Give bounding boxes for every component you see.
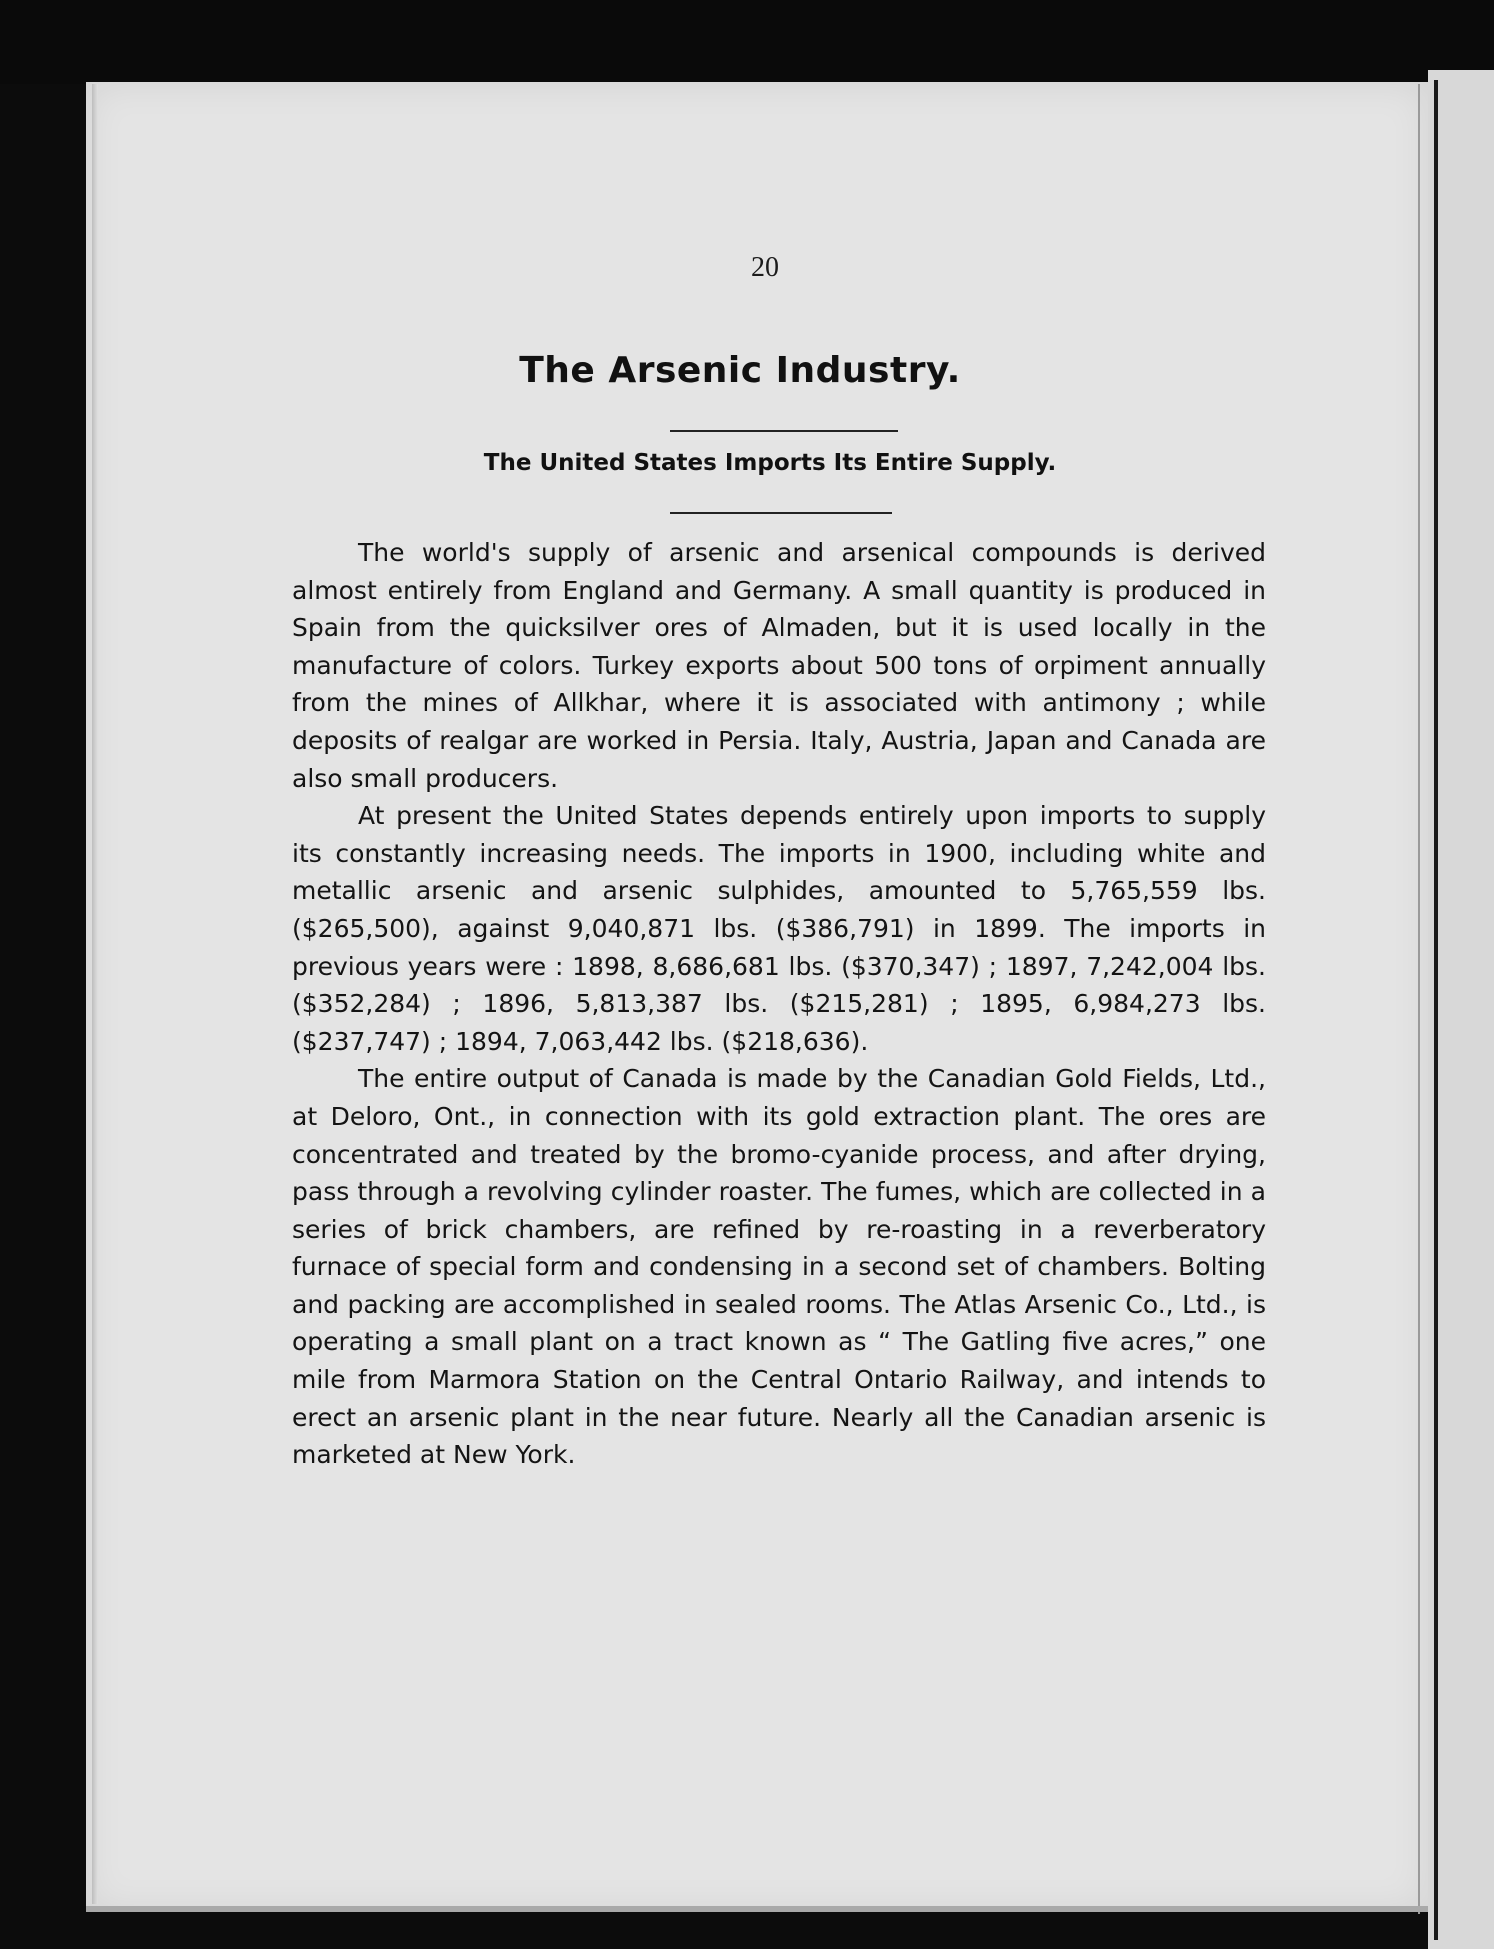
body-text bbox=[292, 534, 1266, 1474]
page-left-edge bbox=[92, 84, 98, 1904]
paragraph-1: The world's supply of arsenic and arsenical compounds is derived almost entirely from England and Germany. A small quantity is produced in Spain from the quicksilver ores of Almaden, but it is used locally in the manufacture of colors. Turkey exports about 500 tons of orpiment annually from the mines of Allkhar, where it is associated with antimony ; while deposits of realgar are worked in Persia. Italy, Austria, Japan and Canada are also small producers. bbox=[292, 538, 1266, 793]
title-divider-bottom bbox=[670, 512, 892, 514]
page-bottom-edge bbox=[86, 1906, 1428, 1912]
paragraph-3: The entire output of Canada is made by the Canadian Gold Fields, Ltd., at Deloro, Ont., in connection with its gold extraction plant. The ores are concentrated and treated by the bromo-cyanide process, and after drying, pass through a revolving cylinder roaster. The fumes, which are collected in a series of brick chambers, are refined by re-roasting in a reverberatory furnace of special form and condensing in a second set of chambers. Bolting and packing are accomplished in sealed rooms. The Atlas Arsenic Co., Ltd., is operating a small plant on a tract known as “ The Gatling five acres,” one mile from Marmora Station on the Central Ontario Railway, and intends to erect an arsenic plant in the near future. Nearly all the Canadian arsenic is marketed at New York. bbox=[292, 1064, 1266, 1470]
spine-edge-line bbox=[1434, 80, 1438, 1940]
scan-background-top bbox=[0, 0, 1494, 84]
paragraph-2: At present the United States depends entirely upon imports to supply its constantly increasing needs. The imports in 1900, including white and metallic arsenic and arsenic sulphides, amounted to 5,765,559 lbs. ($265,500), against 9,040,871 lbs. ($386,791) in 1899. The imports in previous years were : 1898, 8,686,681 lbs. ($370,347) ; 1897, 7,242,004 lbs. ($352,284) ; 1896, 5,813,387 lbs. ($215,281) ; 1895, 6,984,273 lbs. ($237,747) ; 1894, 7,063,442 lbs. ($218,636). bbox=[292, 801, 1266, 1056]
page-gutter-shadow bbox=[1418, 84, 1420, 1914]
page-number: 20 bbox=[751, 252, 779, 283]
page-title: The Arsenic Industry. bbox=[519, 350, 961, 391]
title-divider-top bbox=[670, 430, 898, 432]
page-subtitle: The United States Imports Its Entire Supply. bbox=[483, 450, 1057, 476]
